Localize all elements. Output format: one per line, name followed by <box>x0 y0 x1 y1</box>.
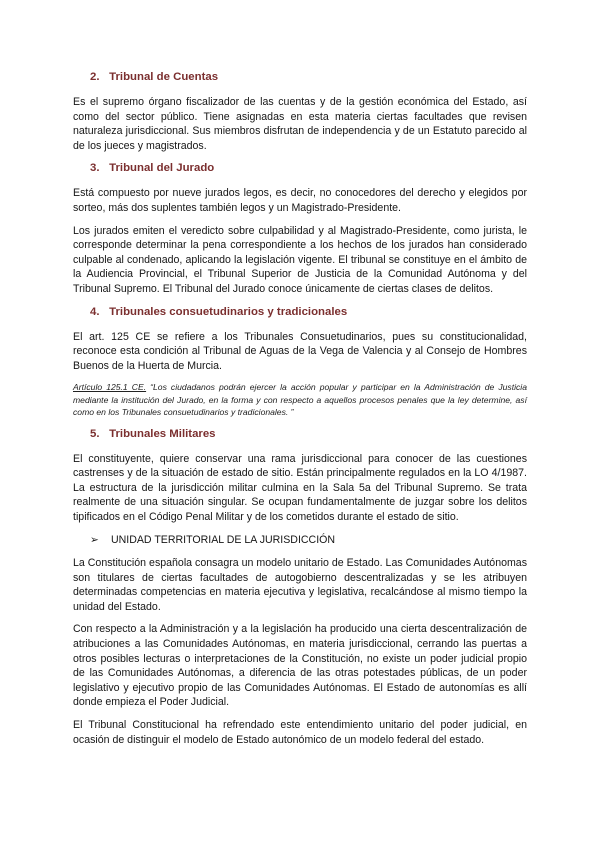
section-heading-tribunales-consuetudinarios <box>90 305 527 320</box>
bullet-heading-unidad-territorial <box>90 533 527 548</box>
section-title: Tribunales consuetudinarios y tradicionales <box>109 305 348 318</box>
section-title: Tribunales Militares <box>109 427 216 440</box>
section-heading-tribunales-militares <box>90 427 527 442</box>
section-heading-tribunal-del-jurado <box>90 161 527 176</box>
paragraph: Con respecto a la Administración y a la legislación ha producido una cierta descentralización de atribuciones a las Comunidades Autónomas, en materia jurisdiccional, cerrando las puertas a otros posibles lecturas o interpretaciones de la Constitución, no existe un poder judicial propio de las Comunidades Autónomas, a diferencia de las otras potestades públicas, de un poder legislativo y ejecutivo propio de las Comunidades Autónomas. El Estado de autonomías es allí donde empieza el Poder Judicial. <box>73 623 527 709</box>
paragraph: La Constitución española consagra un modelo unitario de Estado. Las Comunidades Autónomas son titulares de ciertas facultades de autogobierno descentralizadas y se les atribuyen determinadas competencias en materia ejecutiva y legislativa, recalcándose al mismo tiempo la unidad del Estado. <box>73 557 527 613</box>
paragraph: Está compuesto por nueve jurados legos, es decir, no conocedores del derecho y elegidos por sorteo, más dos suplentes también legos y un Magistrado-Presidente. <box>73 187 527 214</box>
section-number: 4. <box>90 305 100 318</box>
paragraph: Los jurados emiten el veredicto sobre culpabilidad y al Magistrado-Presidente, como jurista, le corresponde determinar la pena correspondiente a los hechos de los jurados han considerado culpable al condenado, aplicando la legislación vigente. El tribunal se constituye en el ámbito de la Audiencia Provincial, el Tribunal Superior de Justicia de la Comunidad Autónoma y del Tribunal Supremo. El Tribunal del Jurado conoce únicamente de ciertas clases de delitos. <box>73 224 527 295</box>
section-heading-tribunal-de-cuentas <box>90 70 527 85</box>
paragraph: El art. 125 CE se refiere a los Tribunales Consuetudinarios, pues su constitucionalidad, reconoce esta condición al Tribunal de Aguas de la Vega de Valencia y al Consejo de Hombres Buenos de la Huerta de Murcia. <box>73 330 527 372</box>
section-title: Tribunal de Cuentas <box>109 71 219 83</box>
article-quote-text: “Los ciudadanos podrán ejercer la acción popular y participar en la Administración de Justicia mediante la institución del Jurado, en la forma y con respecto a aquellos procesos penales que la ley determine, así como en los Tribunales consuetudinarios y tradicionales. ” <box>73 382 527 418</box>
article-reference: Artículo 125.1 CE. <box>73 382 147 393</box>
arrow-bullet-icon: ➢ <box>90 533 99 546</box>
paragraph: El constituyente, quiere conservar una rama jurisdiccional para conocer de las cuestiones castrenses y de la situación de estado de sitio. Están principalmente regulados en la LO 4/1987. La estructura de la jurisdicción militar culmina en la Sala 5a del Tribunal Supremo. Se trata realmente de una situación singular. Se ocupan fundamentalmente de juzgar sobre los delitos tipificados en el Código Penal Militar y de los cometidos durante el estado de sitio. <box>73 452 527 523</box>
article-quote <box>73 381 527 418</box>
section-number: 2. <box>90 71 100 83</box>
section-number: 5. <box>90 427 100 440</box>
section-number: 3. <box>90 162 100 175</box>
section-title: Tribunal del Jurado <box>109 162 215 175</box>
paragraph: Es el supremo órgano fiscalizador de las cuentas y de la gestión económica del Estado, así como del sector público. Tiene asignadas en esta materia ciertas facultades que revisen naturaleza jurisdiccional. Sus miembros disfrutan de independencia y de un Estatuto parecido al de los jueces y magistrados. <box>73 96 527 152</box>
bullet-text: UNIDAD TERRITORIAL DE LA JURISDICCIÓN <box>110 533 336 546</box>
paragraph: El Tribunal Constitucional ha refrendado este entendimiento unitario del poder judicial, en ocasión de distinguir el modelo de Estado autonómico de un modelo federal del estado. <box>73 719 527 746</box>
